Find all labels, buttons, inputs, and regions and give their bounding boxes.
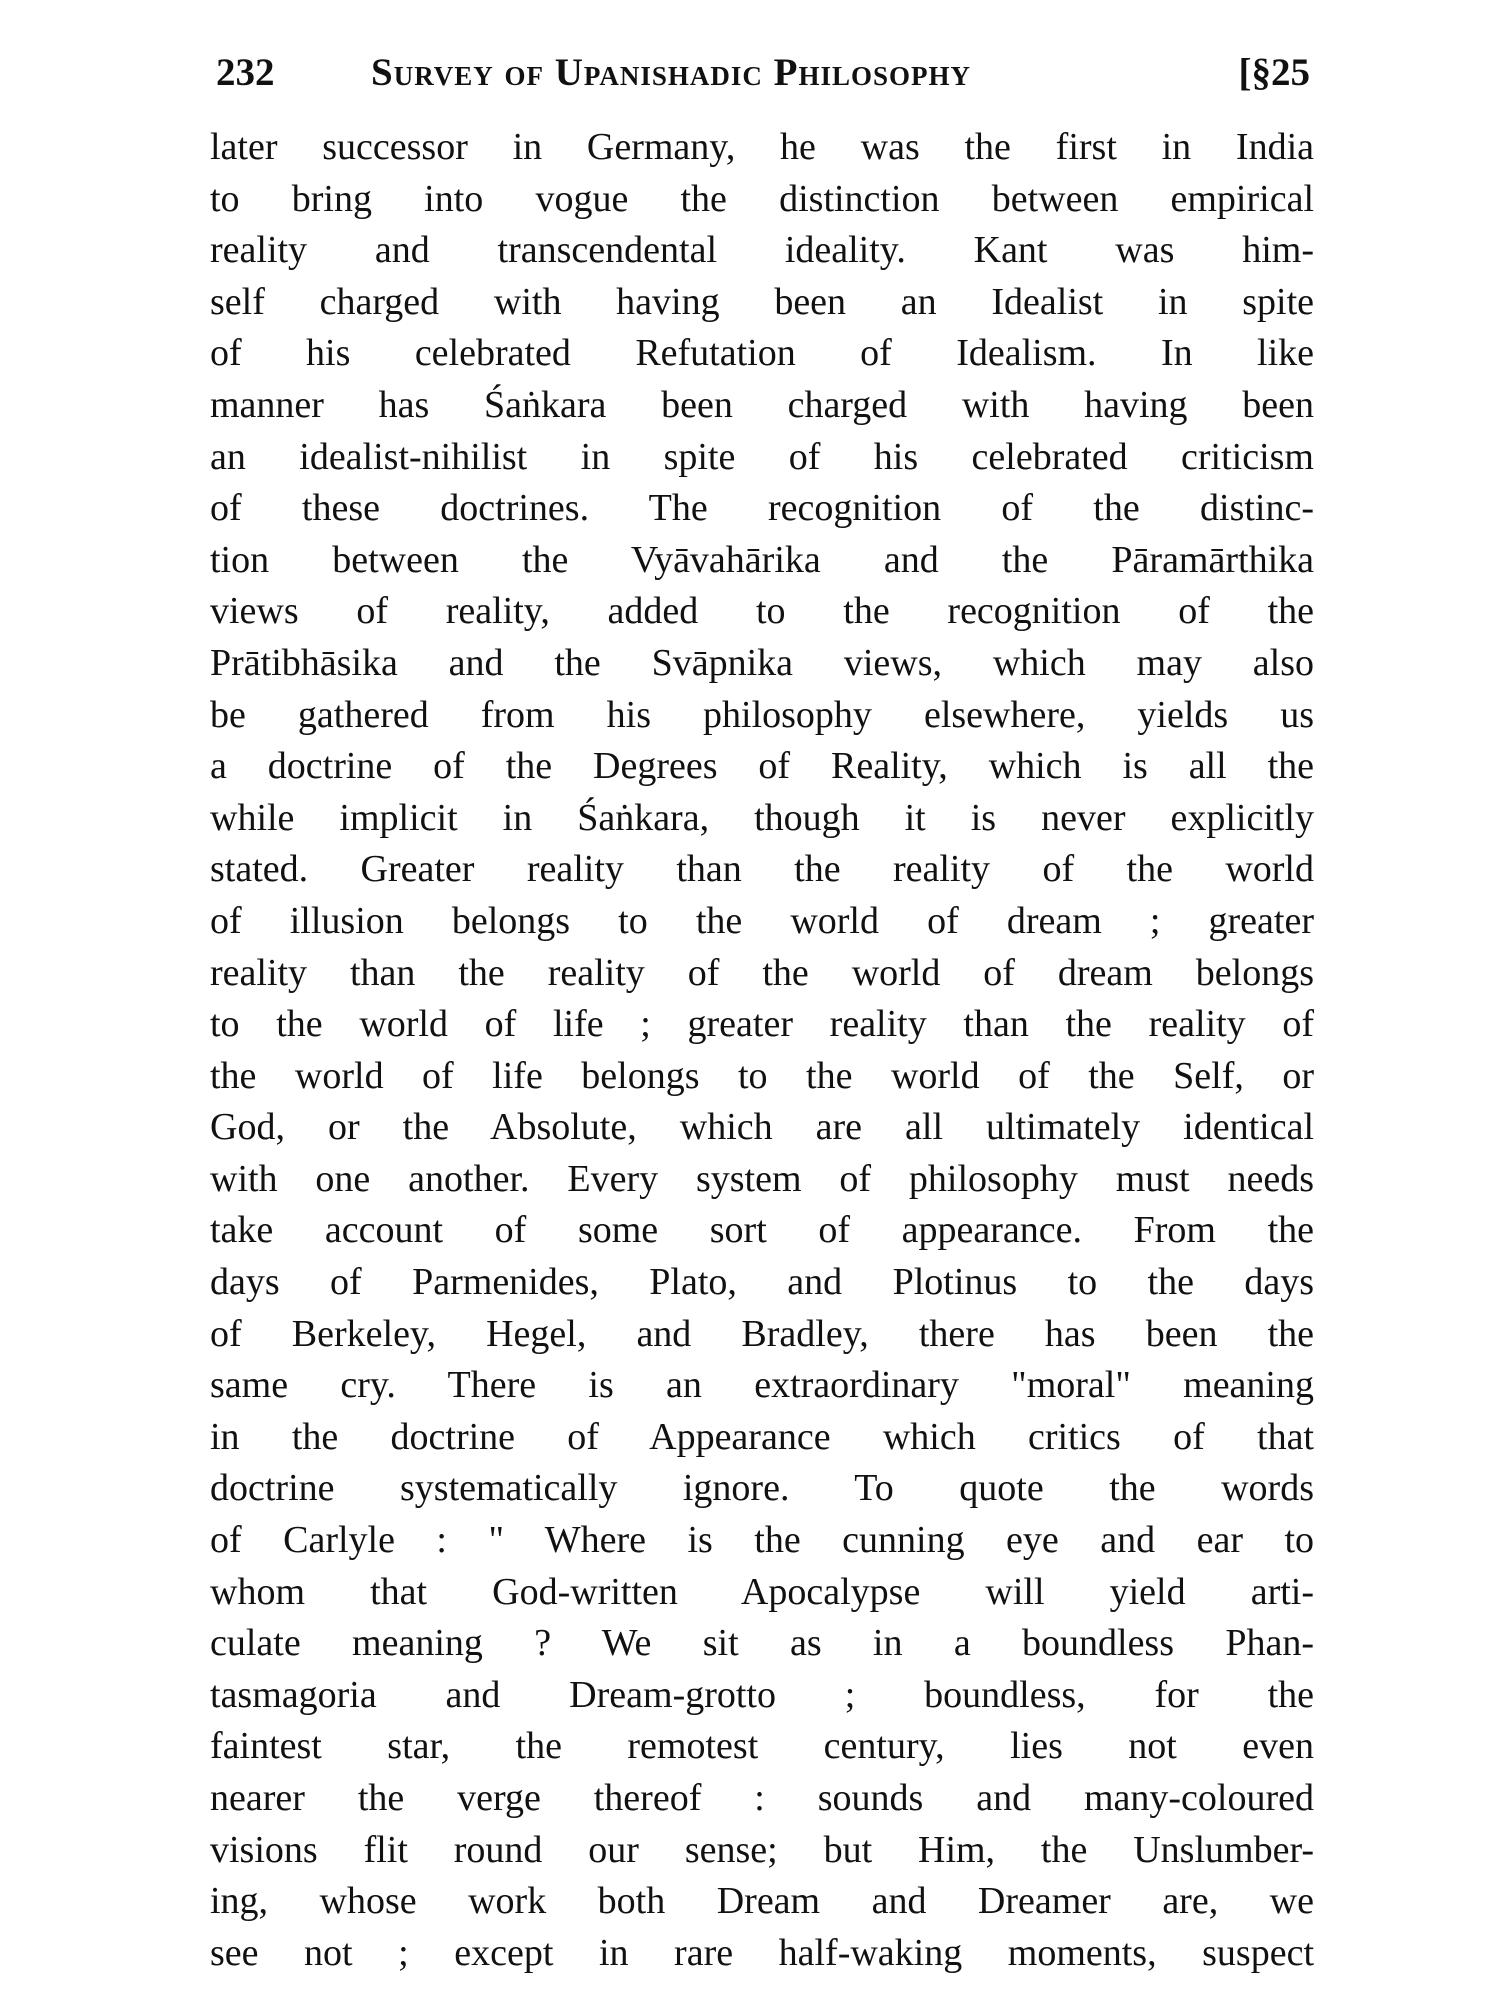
text-line: of Berkeley, Hegel, and Bradley, there has been the <box>210 1312 1314 1355</box>
text-line: views of reality, added to the recognition of the <box>210 590 1314 633</box>
text-line: with one another. Every system of philosophy must needs <box>210 1157 1314 1200</box>
text-line: same cry. There is an extraordinary "moral" meaning <box>210 1364 1314 1407</box>
text-line: reality and transcendental ideality. Kant was him- <box>210 229 1314 272</box>
text-line: later successor in Germany, he was the first in India <box>210 126 1314 168</box>
body-text <box>210 122 1314 1979</box>
running-head <box>216 42 1310 102</box>
running-title: Survey of Upanishadic Philosophy <box>371 51 972 94</box>
text-line: to the world of life ; greater reality than the reality of <box>210 1003 1314 1046</box>
text-line: God, or the Absolute, which are all ultimately identical <box>210 1106 1314 1149</box>
text-line: while implicit in Śaṅkara, though it is never explicitly <box>210 796 1314 839</box>
text-line: in the doctrine of Appearance which critics of that <box>210 1415 1314 1458</box>
text-line: the world of life belongs to the world of the Self, or <box>210 1054 1314 1097</box>
text-line: Prātibhāsika and the Svāpnika views, which may also <box>210 641 1314 684</box>
text-line: take account of some sort of appearance. From the <box>210 1209 1314 1252</box>
text-line: a doctrine of the Degrees of Reality, which is all the <box>210 745 1314 788</box>
text-line: self charged with having been an Idealist in spite <box>210 280 1314 323</box>
text-line: of illusion belongs to the world of dream ; greater <box>210 899 1314 942</box>
text-line: of Carlyle : " Where is the cunning eye and ear to <box>210 1519 1314 1562</box>
page-number: 232 <box>216 51 275 94</box>
text-line: nearer the verge thereof : sounds and many-coloured <box>210 1777 1314 1819</box>
text-line: of these doctrines. The recognition of the distinc- <box>210 487 1314 530</box>
text-line: culate meaning ? We sit as in a boundless Phan- <box>210 1622 1314 1665</box>
text-line: faintest star, the remotest century, lies not even <box>210 1725 1314 1768</box>
section-reference: [§25 <box>1238 51 1310 94</box>
text-line: whom that God-written Apocalypse will yield arti- <box>210 1570 1314 1613</box>
text-line: be gathered from his philosophy elsewhere, yields us <box>210 693 1314 736</box>
text-line: days of Parmenides, Plato, and Plotinus to the days <box>210 1261 1314 1304</box>
text-line: see not ; except in rare half-waking moments, suspect <box>210 1931 1314 1974</box>
text-line: an idealist-nihilist in spite of his celebrated criticism <box>210 435 1314 478</box>
text-line: reality than the reality of the world of dream belongs <box>210 951 1314 994</box>
text-line: to bring into vogue the distinction between empirical <box>210 177 1314 220</box>
text-line: tasmagoria and Dream-grotto ; boundless, for the <box>210 1673 1314 1716</box>
text-line: of his celebrated Refutation of Idealism. In like <box>210 332 1314 375</box>
text-line: stated. Greater reality than the reality of the world <box>210 848 1314 891</box>
text-line: manner has Śaṅkara been charged with having been <box>210 383 1314 426</box>
text-line: doctrine systematically ignore. To quote the words <box>210 1467 1314 1510</box>
text-line: visions flit round our sense; but Him, the Unslumber- <box>210 1828 1314 1871</box>
text-line: tion between the Vyāvahārika and the Pāramārthika <box>210 538 1314 581</box>
text-line: ing, whose work both Dream and Dreamer are, we <box>210 1880 1314 1923</box>
